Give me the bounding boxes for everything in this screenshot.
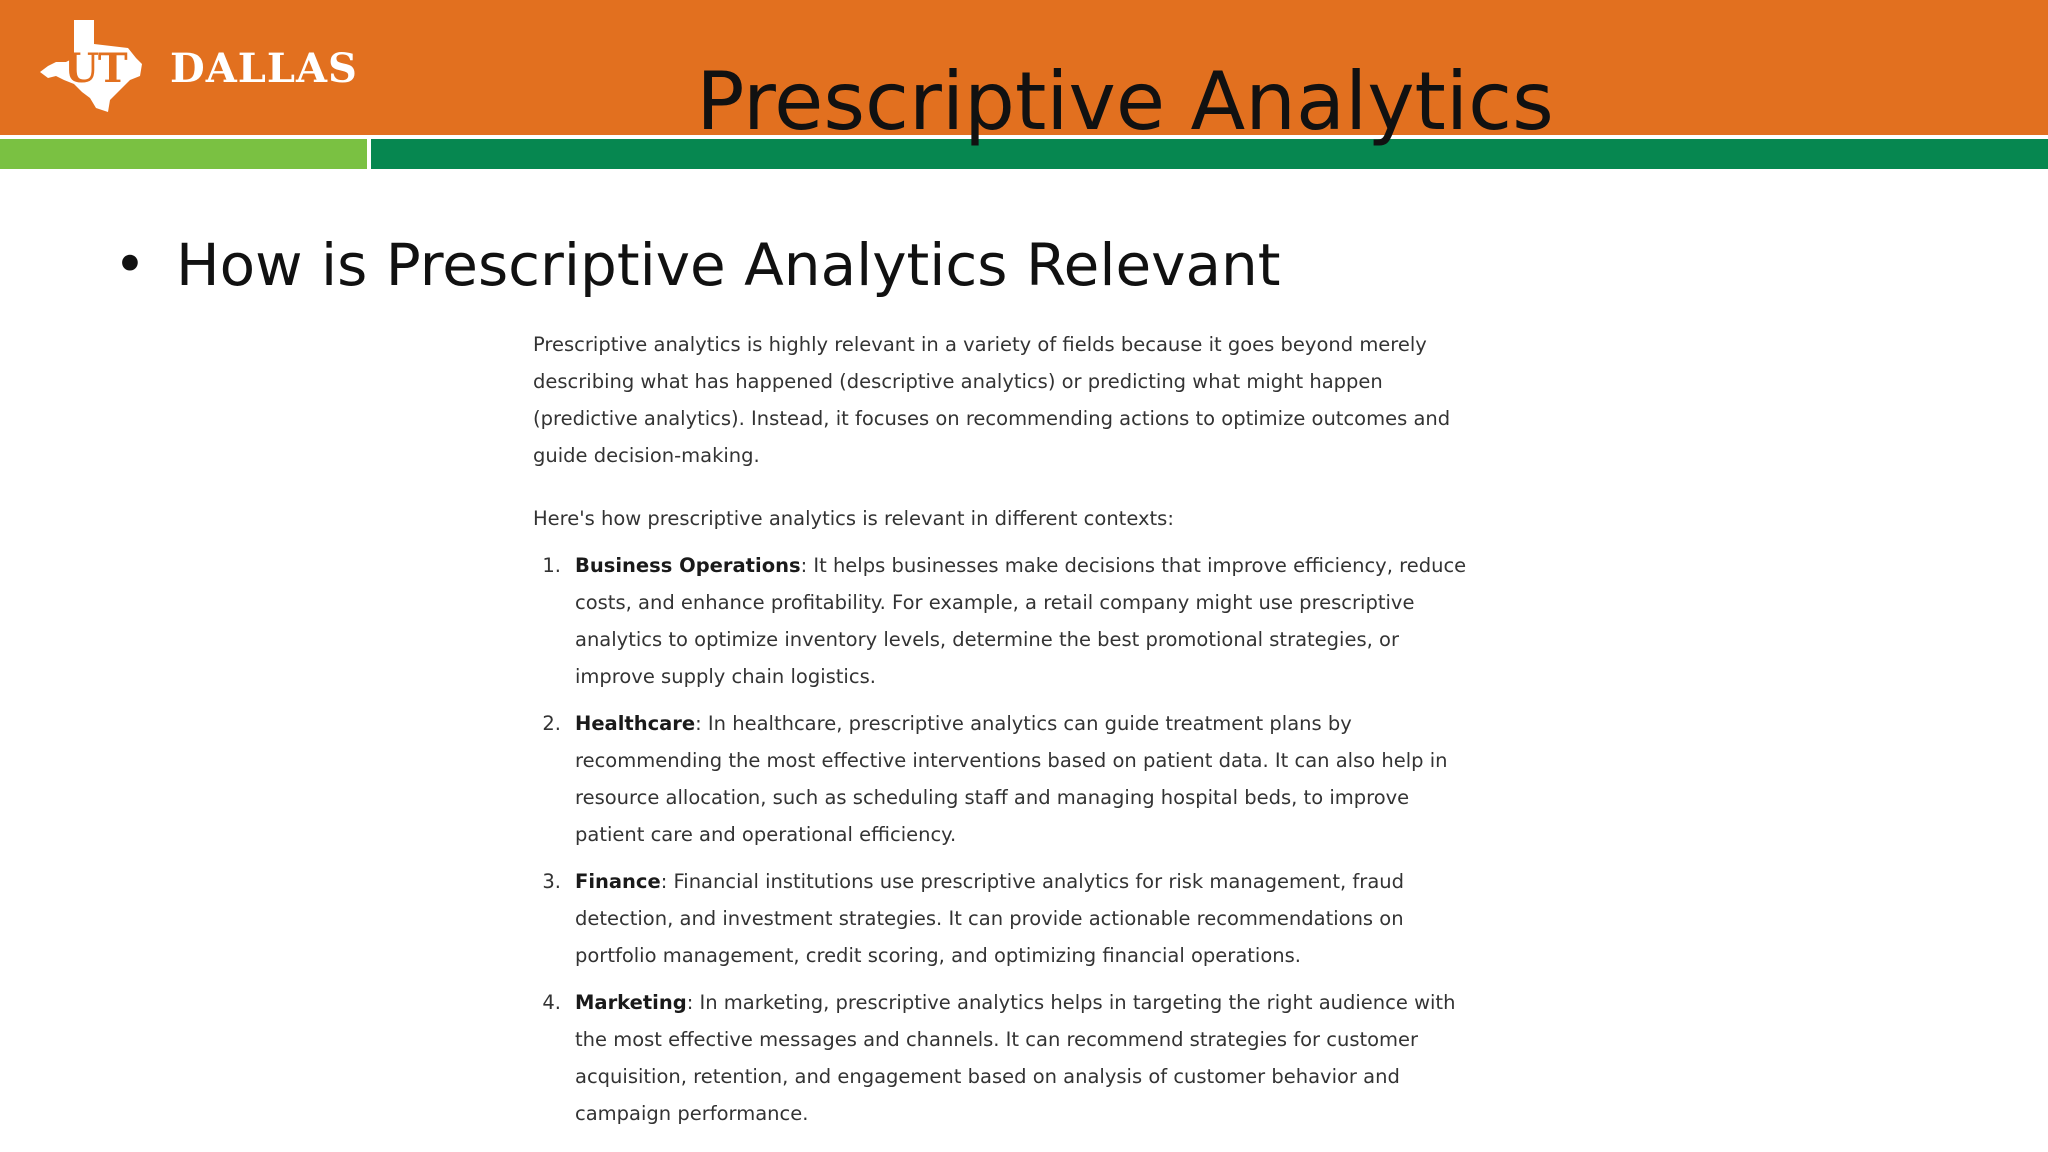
list-number: 3. xyxy=(542,870,561,893)
intro-paragraph: Prescriptive analytics is highly relevant in a variety of fields because it goes beyond merely describing what has happened (descriptive analytics) or predicting what might happen (predictive analytics). Instead, it focuses on recommending actions to optimize outcomes and guide decision-making. xyxy=(533,333,1451,467)
svg-text:UT: UT xyxy=(64,45,127,92)
light-green-bar xyxy=(0,139,367,169)
list-body xyxy=(575,705,1473,853)
list-item-title: Business Operations xyxy=(575,554,801,577)
list-item xyxy=(533,863,1473,974)
list-number: 1. xyxy=(542,554,561,577)
list-item-title: Healthcare xyxy=(575,712,696,735)
list-item-text: : In healthcare, prescriptive analytics can guide treatment plans by recommending the most effective interventions based on patient data. It can also help in resource allocation, such as scheduling staff and managing hospital beds, to improve patient care and operational efficiency. xyxy=(575,712,1448,846)
list-body xyxy=(575,547,1473,695)
list-body xyxy=(575,863,1473,974)
list-item-text: : In marketing, prescriptive analytics helps in targeting the right audience with the most effective messages and channels. It can recommend strategies for customer acquisition, retention, and engagement based on analysis of customer behavior and campaign performance. xyxy=(575,991,1456,1125)
list-item-title: Marketing xyxy=(575,991,687,1014)
svg-text:DALLAS: DALLAS xyxy=(170,45,358,92)
list-item xyxy=(533,705,1473,853)
ut-dallas-logo xyxy=(36,18,376,118)
list-number: 2. xyxy=(542,712,561,735)
list-item-title: Finance xyxy=(575,870,661,893)
list-item xyxy=(533,547,1473,695)
list-body xyxy=(575,984,1473,1132)
list-item-text: : Financial institutions use prescriptive analytics for risk management, fraud detection, and investment strategies. It can provide actionable recommendations on portfolio management, credit scoring, and optimizing financial operations. xyxy=(575,870,1405,967)
list-item xyxy=(533,984,1473,1132)
embedded-text-screenshot xyxy=(533,326,1473,1142)
list-number: 4. xyxy=(542,991,561,1014)
bullet-dot-icon: • xyxy=(114,233,146,296)
contexts-line: Here's how prescriptive analytics is relevant in different contexts: xyxy=(533,507,1174,530)
slide-title: Prescriptive Analytics xyxy=(696,55,1554,148)
list-item-text: : It helps businesses make decisions that improve efficiency, reduce costs, and enhance profitability. For example, a retail company might use prescriptive analytics to optimize inventory levels, determine the best promotional strategies, or improve supply chain logistics. xyxy=(575,554,1467,688)
bullet-heading: How is Prescriptive Analytics Relevant xyxy=(176,231,1281,299)
bullet-row xyxy=(114,226,1281,304)
texas-star-logo-icon xyxy=(36,18,376,118)
